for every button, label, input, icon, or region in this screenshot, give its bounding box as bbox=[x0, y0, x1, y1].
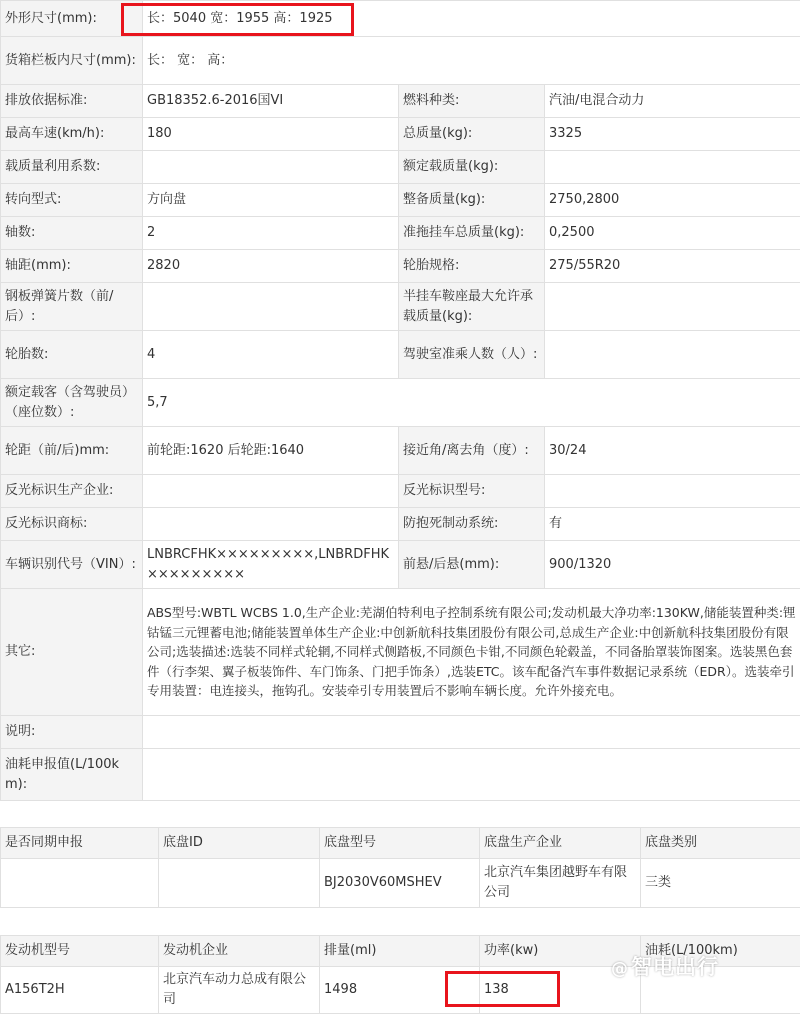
steering-value: 方向盘 bbox=[143, 184, 399, 217]
saddle-label: 半挂车鞍座最大允许承载质量(kg): bbox=[399, 283, 545, 331]
abs-label: 防抱死制动系统: bbox=[399, 508, 545, 541]
engine-header-model: 发动机型号 bbox=[1, 936, 159, 967]
chassis-header-model: 底盘型号 bbox=[320, 828, 480, 859]
angle-label: 接近角/离去角（度）: bbox=[399, 427, 545, 475]
reflect-model-value bbox=[545, 475, 800, 508]
curb-label: 整备质量(kg): bbox=[399, 184, 545, 217]
other-value: ABS型号:WBTL WCBS 1.0,生产企业:芜湖伯特利电子控制系统有限公司;发动机最大净功率:130KW,储能装置种类:锂钴锰三元锂蓄电池;储能装置单体生产企业:中创新航科技集团股份有限公司,总成生产企业:中创新航科技集团股份有限公司;选装描述:选装不同样式轮辋,不同样式侧踏板,不同颜色卡钳,不同颜色轮毂盖，不同备胎罩装饰图案。选装黑色套件（行李架、翼子板装饰件、车门饰条、门把手饰条）,选装ETC。该车配备汽车事件数据记录系统（EDR）。选装牵引专用装置：电连接头，拖钩孔。安装牵引专用装置后不影响车辆长度。允许外接充电。 bbox=[143, 589, 800, 716]
overhang-value: 900/1320 bbox=[545, 541, 800, 589]
engine-header-maker: 发动机企业 bbox=[159, 936, 320, 967]
tires-value: 4 bbox=[143, 331, 399, 379]
spec-row-seats bbox=[1, 379, 800, 427]
angle-value: 30/24 bbox=[545, 427, 800, 475]
spec-row-emission bbox=[1, 85, 800, 118]
chassis-model: BJ2030V60MSHEV bbox=[320, 859, 480, 908]
chassis-header-row bbox=[1, 828, 800, 859]
chassis-header-id: 底盘ID bbox=[159, 828, 320, 859]
chassis-sync bbox=[1, 859, 159, 908]
spec-row-track bbox=[1, 427, 800, 475]
rated-load-value bbox=[545, 151, 800, 184]
spec-row-other bbox=[1, 589, 800, 716]
reflect-maker-label: 反光标识生产企业: bbox=[1, 475, 143, 508]
cargo-label: 货箱栏板内尺寸(mm): bbox=[1, 37, 143, 85]
fuel-report-value bbox=[143, 749, 800, 801]
spec-row-wheelbase bbox=[1, 250, 800, 283]
engine-header-displacement: 排量(ml) bbox=[320, 936, 480, 967]
wheelbase-value: 2820 bbox=[143, 250, 399, 283]
spec-row-reflect bbox=[1, 475, 800, 508]
tires-label: 轮胎数: bbox=[1, 331, 143, 379]
engine-displacement: 1498 bbox=[320, 967, 480, 1014]
spring-label: 钢板弹簧片数（前/后）: bbox=[1, 283, 143, 331]
watermark-text: 智电出行 bbox=[631, 955, 719, 979]
rated-load-label: 额定载质量(kg): bbox=[399, 151, 545, 184]
wheelbase-label: 轴距(mm): bbox=[1, 250, 143, 283]
chassis-row bbox=[1, 859, 800, 908]
size-label: 外形尺寸(mm): bbox=[1, 1, 143, 37]
engine-header-fuel: 油耗(L/100km) bbox=[641, 936, 800, 967]
spec-row-brand bbox=[1, 508, 800, 541]
cargo-value: 长： 宽： 高： bbox=[143, 37, 800, 85]
spec-row-steering bbox=[1, 184, 800, 217]
engine-maker: 北京汽车动力总成有限公司 bbox=[159, 967, 320, 1014]
load-util-label: 载质量利用系数: bbox=[1, 151, 143, 184]
other-label: 其它: bbox=[1, 589, 143, 716]
fuel-value: 汽油/电混合动力 bbox=[545, 85, 800, 118]
engine-power: 138 bbox=[480, 967, 641, 1014]
chassis-header-sync: 是否同期申报 bbox=[1, 828, 159, 859]
seats-value: 5,7 bbox=[143, 379, 800, 427]
vin-value: LNBRCFHK×××××××××,LNBRDFHK××××××××× bbox=[143, 541, 399, 589]
chassis-id bbox=[159, 859, 320, 908]
chassis-table bbox=[0, 827, 800, 908]
spec-row-spring bbox=[1, 283, 800, 331]
emission-label: 排放依据标准: bbox=[1, 85, 143, 118]
engine-header-power: 功率(kw) bbox=[480, 936, 641, 967]
watermark bbox=[611, 951, 771, 983]
fuel-label: 燃料种类: bbox=[399, 85, 545, 118]
note-label: 说明: bbox=[1, 716, 143, 749]
emission-value: GB18352.6-2016国VI bbox=[143, 85, 399, 118]
track-label: 轮距（前/后)mm: bbox=[1, 427, 143, 475]
axles-label: 轴数: bbox=[1, 217, 143, 250]
seats-label: 额定载客（含驾驶员）（座位数）: bbox=[1, 379, 143, 427]
tire-spec-value: 275/55R20 bbox=[545, 250, 800, 283]
vin-label: 车辆识别代号（VIN）: bbox=[1, 541, 143, 589]
trailer-label: 准拖挂车总质量(kg): bbox=[399, 217, 545, 250]
spec-row-fuel-report bbox=[1, 749, 800, 801]
reflect-maker-value bbox=[143, 475, 399, 508]
note-value bbox=[143, 716, 800, 749]
spec-row-speed bbox=[1, 118, 800, 151]
chassis-maker: 北京汽车集团越野车有限公司 bbox=[480, 859, 641, 908]
reflect-model-label: 反光标识型号: bbox=[399, 475, 545, 508]
chassis-header-category: 底盘类别 bbox=[641, 828, 800, 859]
overhang-label: 前悬/后悬(mm): bbox=[399, 541, 545, 589]
chassis-category: 三类 bbox=[641, 859, 800, 908]
fuel-report-label: 油耗申报值(L/100km): bbox=[1, 749, 143, 801]
trailer-value: 0,2500 bbox=[545, 217, 800, 250]
spring-value bbox=[143, 283, 399, 331]
reflect-brand-value bbox=[143, 508, 399, 541]
power-highlight-box bbox=[445, 971, 560, 1007]
spec-row-note bbox=[1, 716, 800, 749]
abs-value: 有 bbox=[545, 508, 800, 541]
spec-row-tires bbox=[1, 331, 800, 379]
size-value: 长：5040 宽：1955 高：1925 bbox=[143, 1, 800, 37]
curb-value: 2750,2800 bbox=[545, 184, 800, 217]
size-highlight-box bbox=[121, 3, 354, 36]
cab-value bbox=[545, 331, 800, 379]
speed-label: 最高车速(km/h): bbox=[1, 118, 143, 151]
steering-label: 转向型式: bbox=[1, 184, 143, 217]
total-mass-label: 总质量(kg): bbox=[399, 118, 545, 151]
cab-label: 驾驶室准乘人数（人）: bbox=[399, 331, 545, 379]
tire-spec-label: 轮胎规格: bbox=[399, 250, 545, 283]
speed-value: 180 bbox=[143, 118, 399, 151]
axles-value: 2 bbox=[143, 217, 399, 250]
reflect-brand-label: 反光标识商标: bbox=[1, 508, 143, 541]
total-mass-value: 3325 bbox=[545, 118, 800, 151]
lightning-bolt-icon: @ bbox=[611, 959, 629, 979]
spec-row-vin bbox=[1, 541, 800, 589]
load-util-value bbox=[143, 151, 399, 184]
spec-row-cargo bbox=[1, 37, 800, 85]
track-value: 前轮距:1620 后轮距:1640 bbox=[143, 427, 399, 475]
spec-row-load bbox=[1, 151, 800, 184]
chassis-header-maker: 底盘生产企业 bbox=[480, 828, 641, 859]
spec-row-axles bbox=[1, 217, 800, 250]
engine-model: A156T2H bbox=[1, 967, 159, 1014]
saddle-value bbox=[545, 283, 800, 331]
